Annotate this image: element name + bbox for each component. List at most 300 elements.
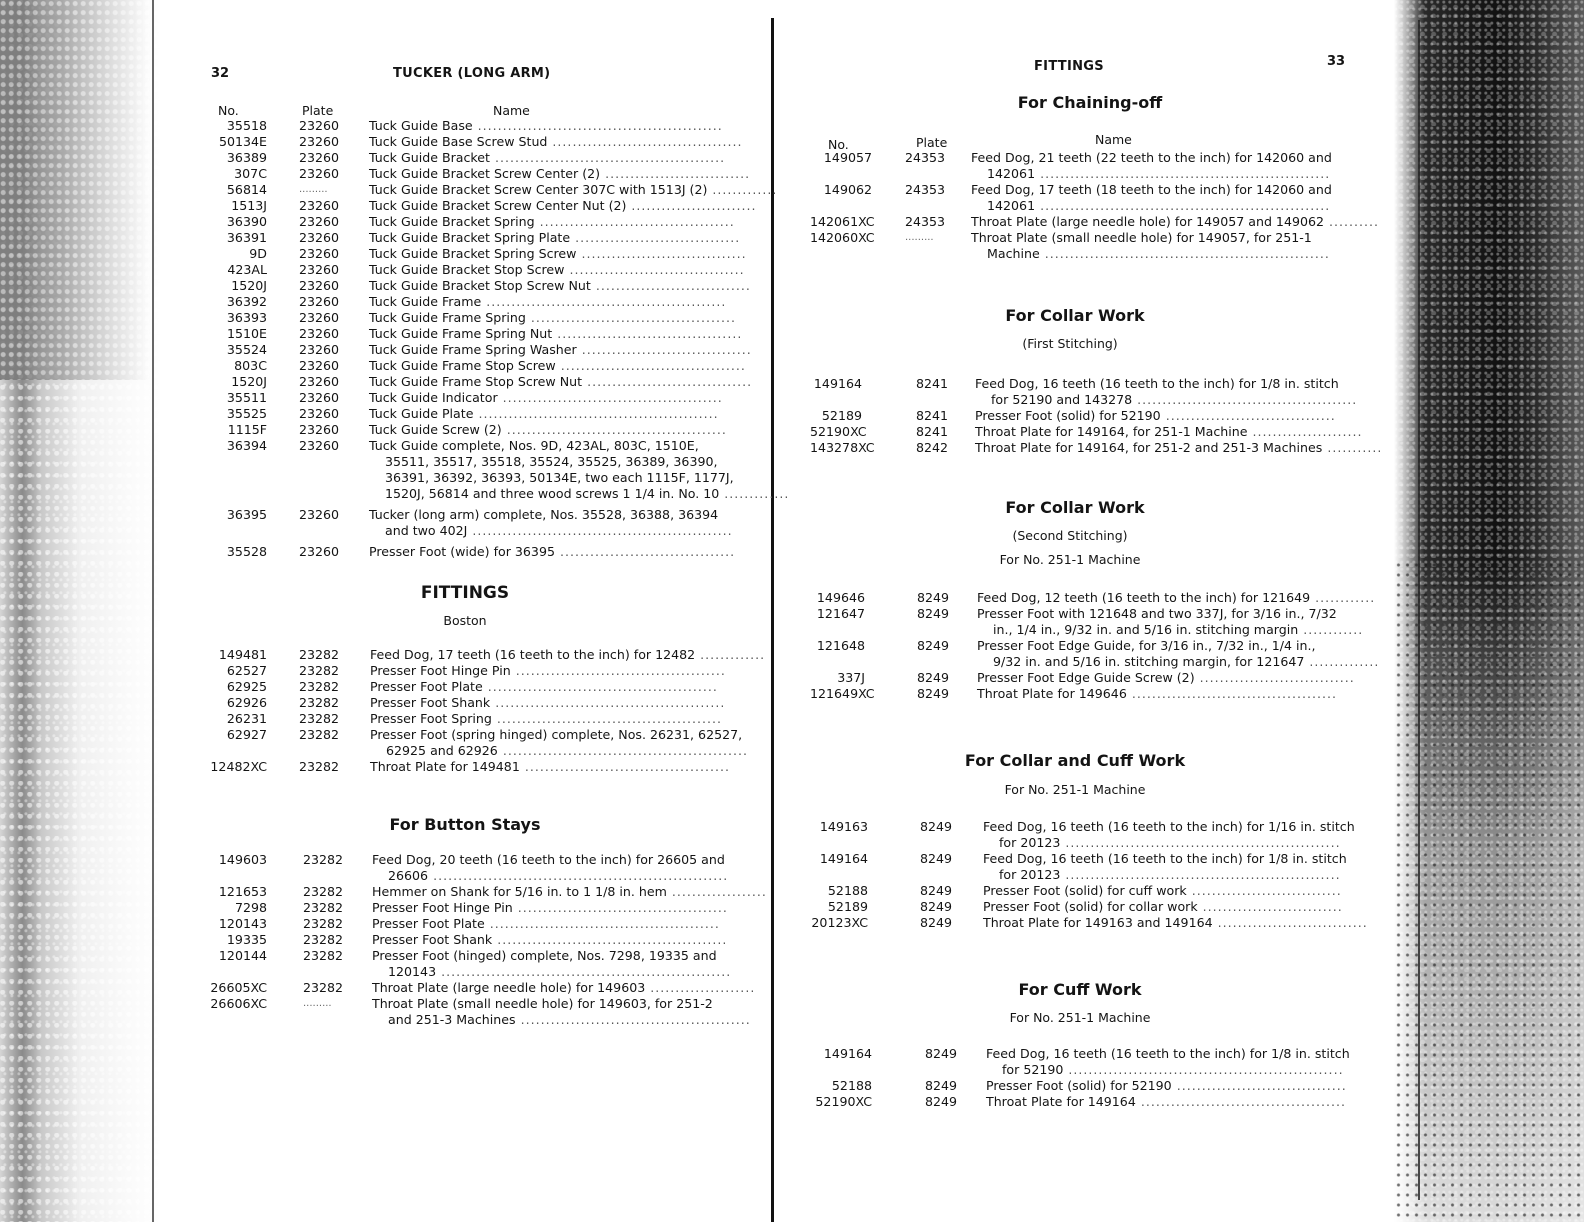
section-title-cuff: For Cuff Work [1018, 980, 1142, 999]
part-number: 9D [249, 246, 267, 261]
leader-dots: ................................... [554, 544, 736, 559]
leader-dots: .......................................... [510, 663, 726, 678]
section-title-fittings: FITTINGS [420, 583, 510, 603]
part-name [369, 198, 757, 214]
part-name [370, 727, 748, 759]
part-name-line [369, 230, 741, 246]
leader-dots: ....................................... [534, 214, 735, 229]
plate-number: ......... [299, 184, 328, 195]
section-title-collar-cuff: For Collar and Cuff Work [964, 751, 1186, 770]
book-gutter [771, 18, 774, 1222]
part-name-text: Presser Foot Spring [370, 711, 492, 726]
part-name [369, 342, 752, 358]
column-header-name: Name [493, 103, 530, 118]
part-name-text: Tuck Guide Indicator [369, 390, 498, 405]
leader-dots: .......................................................... [1035, 198, 1331, 213]
part-name-text: Presser Foot Hinge Pin [372, 900, 513, 915]
part-number: 35524 [226, 342, 267, 357]
part-name [369, 326, 743, 342]
part-name-line [369, 342, 752, 358]
part-number: 121653 [218, 884, 267, 899]
part-name-text: Presser Foot Shank [370, 695, 491, 710]
part-name-line [369, 134, 743, 150]
plate-number: 23282 [299, 647, 340, 662]
part-name-line [372, 868, 734, 884]
plate-number: 8249 [917, 638, 950, 653]
leader-dots: .................................. [576, 342, 752, 357]
column-header-plate: Plate [302, 103, 334, 118]
part-name-line [975, 376, 1347, 392]
part-name-line [977, 638, 1349, 654]
part-name-line [372, 980, 756, 996]
part-name-text: Tuck Guide Bracket Spring Screw [369, 246, 577, 261]
part-name-line [369, 390, 731, 406]
part-name-text: Hemmer on Shank for 5/16 in. to 1 1/8 in. hem [372, 884, 667, 899]
part-number: 35518 [226, 118, 267, 133]
plate-number: 8249 [925, 1046, 958, 1061]
plate-number: 23282 [303, 900, 344, 915]
plate-number: 8249 [920, 899, 953, 914]
plate-number: 8249 [920, 819, 953, 834]
part-number: 62926 [226, 695, 267, 710]
part-name-line [369, 214, 735, 230]
leader-dots: .............................................. [489, 150, 726, 165]
leader-dots: ................................................ [481, 294, 727, 309]
part-name-line [372, 1012, 751, 1028]
part-name-line [372, 884, 767, 900]
part-name-text: Presser Foot (hinged) complete, Nos. 7298, 19335 and [372, 948, 717, 963]
part-number: 12482XC [210, 759, 267, 774]
part-name-text: Throat Plate (large needle hole) for 149057 and 149062 [971, 214, 1325, 229]
part-number: 36392 [226, 294, 267, 309]
section-title-chaining-off: For Chaining-off [1017, 93, 1163, 112]
leader-dots: ......................................................... [1039, 246, 1330, 261]
leader-dots: .............................................. [492, 932, 728, 947]
part-number: 52190XC [810, 424, 867, 439]
leader-dots: ................... [666, 884, 767, 899]
part-number: 36393 [226, 310, 267, 325]
part-name-line [986, 1046, 1358, 1062]
part-number: 149163 [819, 819, 868, 834]
part-number: 149164 [823, 1046, 872, 1061]
plate-number: 23260 [299, 342, 340, 357]
plate-number: 23260 [299, 278, 340, 293]
section-machine-collar-second: For No. 251-1 Machine [999, 552, 1141, 567]
part-number: 52189 [827, 899, 868, 914]
part-name-text: Tuck Guide Base Screw Stud [369, 134, 548, 149]
plate-number: 23260 [299, 406, 340, 421]
part-name [369, 390, 731, 406]
plate-number: 23260 [299, 134, 340, 149]
plate-number: 8249 [917, 590, 950, 605]
part-name-text: Tuck Guide Base [369, 118, 473, 133]
part-name-text: Presser Foot Hinge Pin [370, 663, 511, 678]
part-number: 50134E [218, 134, 267, 149]
part-name [369, 118, 731, 134]
part-name-line [369, 454, 731, 470]
leader-dots: .......................................................... [1035, 166, 1331, 181]
part-number: 52189 [821, 408, 862, 423]
part-name [369, 166, 751, 182]
leader-dots: ............................. [600, 166, 751, 181]
column-header-name-right: Name [1095, 132, 1132, 147]
part-number: 62925 [226, 679, 267, 694]
part-name-text: Tucker (long arm) complete, Nos. 35528, 36388, 36394 [369, 507, 719, 522]
plate-number: 23282 [299, 711, 340, 726]
part-name-line [369, 326, 743, 342]
leader-dots: ................................................. [497, 743, 748, 758]
leader-dots: ............................ [1197, 899, 1343, 914]
part-name-line [369, 262, 745, 278]
part-name-line [372, 932, 734, 948]
part-number: 1513J [231, 198, 267, 213]
plate-number: 23260 [299, 422, 340, 437]
part-name-line [369, 507, 731, 523]
part-name [372, 916, 734, 932]
part-name [971, 182, 1343, 214]
leader-dots: ................................. [576, 246, 747, 261]
plate-number: 23282 [299, 663, 340, 678]
plate-number: 23282 [299, 759, 340, 774]
part-name [369, 182, 778, 198]
part-name-text: Tuck Guide Bracket Spring Plate [369, 230, 571, 245]
part-name [369, 544, 736, 560]
part-name-line [369, 166, 751, 182]
part-name [977, 686, 1349, 702]
part-name-line [983, 835, 1355, 851]
part-number: 121648 [816, 638, 865, 653]
part-name-text: Tuck Guide Bracket Stop Screw Nut [369, 278, 591, 293]
leader-dots: ................................... [564, 262, 745, 277]
part-name-line [369, 246, 747, 262]
part-name-line [370, 679, 732, 695]
part-name [369, 214, 735, 230]
plate-number: 23260 [299, 374, 340, 389]
section-machine-cuff: For No. 251-1 Machine [1009, 1010, 1151, 1025]
part-name-line [977, 686, 1349, 702]
part-name [369, 150, 731, 166]
leader-dots: .......... [1324, 214, 1380, 229]
part-name [369, 406, 731, 422]
part-name-text: 62925 and 62926 [386, 743, 498, 758]
part-name-text: Tuck Guide Frame Spring [369, 310, 526, 325]
part-number: 26231 [226, 711, 267, 726]
part-name-text: Throat Plate for 149164, for 251-1 Machine [975, 424, 1248, 439]
running-header-right: FITTINGS [1034, 59, 1104, 74]
part-name-line [369, 118, 731, 134]
part-name-text: Feed Dog, 21 teeth (22 teeth to the inch) for 142060 and [971, 150, 1332, 165]
part-name [971, 214, 1380, 230]
running-header-left: TUCKER (LONG ARM) [393, 66, 551, 81]
leader-dots: .............. [1304, 654, 1380, 669]
part-number: 149646 [816, 590, 865, 605]
leader-dots: ............................................ [501, 422, 727, 437]
part-number: 26605XC [210, 980, 267, 995]
plate-number: 23282 [299, 679, 340, 694]
plate-number: 23260 [299, 390, 340, 405]
part-name [370, 663, 732, 679]
part-name [369, 358, 746, 374]
part-name [986, 1046, 1358, 1078]
leader-dots: ..................... [645, 980, 756, 995]
plate-number: 23260 [299, 262, 340, 277]
part-name [975, 440, 1383, 456]
part-name-text: Machine [987, 246, 1040, 261]
leader-dots: ....................................................... [1060, 835, 1341, 850]
part-number: 120144 [218, 948, 267, 963]
part-name-line [977, 670, 1355, 686]
section-title-collar-first: For Collar Work [1005, 306, 1145, 325]
left-page [205, 0, 790, 1222]
part-name-text: Tuck Guide Frame Spring Nut [369, 326, 553, 341]
part-name-text: Presser Foot (solid) for collar work [983, 899, 1198, 914]
part-name-text: Presser Foot (wide) for 36395 [369, 544, 555, 559]
section-subtitle-boston: Boston [443, 613, 487, 628]
plate-number: 23260 [299, 358, 340, 373]
part-name [372, 932, 734, 948]
leader-dots: ................................. [582, 374, 753, 389]
column-header-no: No. [218, 103, 239, 118]
part-name-line [369, 182, 778, 198]
leader-dots: ............................................ [497, 390, 723, 405]
plate-number: 8249 [917, 686, 950, 701]
part-name [370, 647, 766, 663]
part-name-text: Tuck Guide complete, Nos. 9D, 423AL, 803C, 1510E, [369, 438, 699, 453]
part-name-text: Tuck Guide Frame Spring Washer [369, 342, 577, 357]
part-name-line [986, 1094, 1358, 1110]
part-name-line [369, 278, 751, 294]
leader-dots: ................................................. [472, 118, 723, 133]
scan-edge-left-shadow [0, 0, 150, 380]
part-name [372, 948, 734, 980]
part-number: 1520J [231, 278, 267, 293]
leader-dots: ................................................ [473, 406, 719, 421]
leader-dots: .............................................. [484, 916, 720, 931]
plate-number: 23260 [299, 246, 340, 261]
part-name-line [971, 198, 1343, 214]
part-name-text: Presser Foot Shank [372, 932, 493, 947]
leader-dots: ........... [1322, 440, 1383, 455]
section-title-collar-second: For Collar Work [1005, 498, 1145, 517]
part-name-line [370, 647, 766, 663]
part-name [369, 246, 747, 262]
part-name-text: Presser Foot Edge Guide Screw (2) [977, 670, 1195, 685]
part-name-line [971, 214, 1380, 230]
part-number: 149603 [218, 852, 267, 867]
leader-dots: ...................... [1247, 424, 1363, 439]
part-name-line [986, 1062, 1358, 1078]
part-name-text: Throat Plate for 149164 [986, 1094, 1136, 1109]
plate-number: ......... [303, 998, 332, 1009]
leader-dots: ......................................... [525, 310, 736, 325]
part-name-line [971, 150, 1343, 166]
leader-dots: .............................................. [490, 695, 726, 710]
part-name-text: Presser Foot Plate [370, 679, 483, 694]
part-name [369, 262, 745, 278]
part-number: 307C [234, 166, 267, 181]
leader-dots: ....................................................... [1063, 1062, 1344, 1077]
leader-dots: .............................................. [515, 1012, 751, 1027]
part-name [983, 819, 1355, 851]
right-page [810, 0, 1383, 1222]
part-name-line [372, 964, 734, 980]
part-name-text: Presser Foot (solid) for 52190 [975, 408, 1161, 423]
plate-number: 23260 [299, 326, 340, 341]
plate-number: 23260 [299, 198, 340, 213]
part-name [369, 294, 731, 310]
leader-dots: .......................................... [512, 900, 728, 915]
part-name-line [369, 406, 731, 422]
part-name-text: for 52190 and 143278 [991, 392, 1133, 407]
plate-number: 23260 [299, 438, 340, 453]
part-name-text: Presser Foot (solid) for 52190 [986, 1078, 1172, 1093]
part-name-text: Throat Plate for 149481 [370, 759, 520, 774]
part-name-line [983, 899, 1355, 915]
part-name [983, 851, 1355, 883]
page-edge-line-right [1418, 20, 1420, 1200]
leader-dots: .................................................... [467, 523, 733, 538]
part-number: 423AL [227, 262, 267, 277]
part-number: 26606XC [210, 996, 267, 1011]
part-name-text: Tuck Guide Bracket Stop Screw [369, 262, 565, 277]
leader-dots: ........................................................... [428, 868, 729, 883]
scan-edge-right-fade [1394, 560, 1584, 1222]
plate-number: 23282 [303, 916, 344, 931]
part-number: 52188 [827, 883, 868, 898]
part-name-text: for 52190 [1002, 1062, 1064, 1077]
part-name-line [971, 246, 1343, 262]
part-number: 36394 [226, 438, 267, 453]
part-name-text: Throat Plate (small needle hole) for 149603, for 251-2 [372, 996, 713, 1011]
part-name-text: Tuck Guide Bracket Screw Center 307C with 1513J (2) [369, 182, 708, 197]
part-name-text: 36391, 36392, 36393, 50134E, two each 1115F, 1177J, [385, 470, 734, 485]
leader-dots: ...................................... [547, 134, 743, 149]
part-name-text: Tuck Guide Frame Stop Screw Nut [369, 374, 583, 389]
part-name-text: Feed Dog, 16 teeth (16 teeth to the inch) for 1/8 in. stitch [975, 376, 1339, 391]
part-number: 62527 [226, 663, 267, 678]
part-name [983, 899, 1355, 915]
leader-dots: ..................................... [552, 326, 743, 341]
part-name-line [372, 916, 734, 932]
part-name-line [369, 438, 731, 454]
plate-number: 8241 [916, 424, 949, 439]
page-number-right: 33 [1327, 54, 1346, 69]
part-name-text: Throat Plate (small needle hole) for 149057, for 251-1 [971, 230, 1312, 245]
part-name-line [369, 422, 731, 438]
part-number: 35528 [226, 544, 267, 559]
plate-number: 23282 [303, 980, 344, 995]
part-name-line [369, 470, 734, 486]
part-name-line [977, 606, 1349, 622]
part-name-text: Tuck Guide Bracket Screw Center (2) [369, 166, 601, 181]
scan-edge-left [0, 0, 160, 1222]
part-number: 142061XC [810, 214, 875, 229]
plate-number: 23282 [303, 852, 344, 867]
part-name [369, 134, 743, 150]
part-number: 121649XC [810, 686, 875, 701]
part-name-line [370, 727, 743, 743]
section-machine-collar-cuff: For No. 251-1 Machine [1004, 782, 1146, 797]
leader-dots: ............................... [590, 278, 751, 293]
part-number: 52188 [831, 1078, 872, 1093]
part-number: 36395 [226, 507, 267, 522]
part-name-line [372, 852, 734, 868]
part-name-line [372, 900, 734, 916]
leader-dots: ......................................... [1126, 686, 1337, 701]
part-name-line [971, 230, 1343, 246]
part-name [369, 278, 751, 294]
part-name [983, 883, 1355, 899]
plate-number: 8241 [916, 376, 949, 391]
part-name-text: for 20123 [999, 867, 1061, 882]
part-name-line [370, 663, 732, 679]
part-number: 149057 [823, 150, 872, 165]
part-name-text: Feed Dog, 20 teeth (16 teeth to the inch) for 26605 and [372, 852, 725, 867]
part-number: 149164 [819, 851, 868, 866]
plate-number: 23260 [299, 150, 340, 165]
part-number: 149164 [813, 376, 862, 391]
part-name-text: Feed Dog, 17 teeth (16 teeth to the inch) for 12482 [370, 647, 696, 662]
part-number: 143278XC [810, 440, 875, 455]
part-name-line [983, 867, 1355, 883]
part-name-line [370, 711, 732, 727]
part-name-text: 120143 [388, 964, 437, 979]
plate-number: 8249 [917, 606, 950, 621]
plate-number: 23282 [303, 948, 344, 963]
part-name-text: 35511, 35517, 35518, 35524, 35525, 36389, 36390, [385, 454, 718, 469]
part-name [372, 980, 756, 996]
leader-dots: ............. [719, 486, 790, 501]
plate-number: 23260 [299, 507, 340, 522]
part-name-line [975, 424, 1363, 440]
plate-number: 23260 [299, 230, 340, 245]
part-name [975, 376, 1358, 408]
part-name [369, 438, 790, 502]
part-name [369, 507, 731, 539]
part-name [975, 408, 1347, 424]
part-name-line [986, 1078, 1358, 1094]
part-name-text: 9/32 in. and 5/16 in. stitching margin, for 121647 [993, 654, 1305, 669]
plate-number: 23260 [299, 310, 340, 325]
plate-number: ......... [905, 232, 934, 243]
part-name-line [977, 654, 1380, 670]
page-number-left: 32 [211, 66, 230, 81]
plate-number: 8249 [917, 670, 950, 685]
part-number: 52190XC [815, 1094, 872, 1109]
leader-dots: ............. [695, 647, 766, 662]
part-number: 56814 [226, 182, 267, 197]
part-name [986, 1094, 1358, 1110]
part-name [372, 996, 751, 1028]
part-name [977, 638, 1380, 670]
part-name-text: for 20123 [999, 835, 1061, 850]
plate-number: 23282 [299, 727, 340, 742]
part-name-line [977, 590, 1376, 606]
part-name-text: 142061 [987, 166, 1036, 181]
part-number: 7298 [234, 900, 267, 915]
leader-dots: ......................................... [1135, 1094, 1346, 1109]
part-name-text: Tuck Guide Bracket Spring [369, 214, 535, 229]
part-name [971, 230, 1343, 262]
part-number: 1510E [226, 326, 267, 341]
plate-number: 8249 [925, 1094, 958, 1109]
leader-dots: ............ [1310, 590, 1376, 605]
part-name-line [971, 182, 1343, 198]
part-name [369, 422, 731, 438]
part-number: 337J [837, 670, 865, 685]
leader-dots: .................................. [1171, 1078, 1347, 1093]
part-name-text: Tuck Guide Frame [369, 294, 482, 309]
